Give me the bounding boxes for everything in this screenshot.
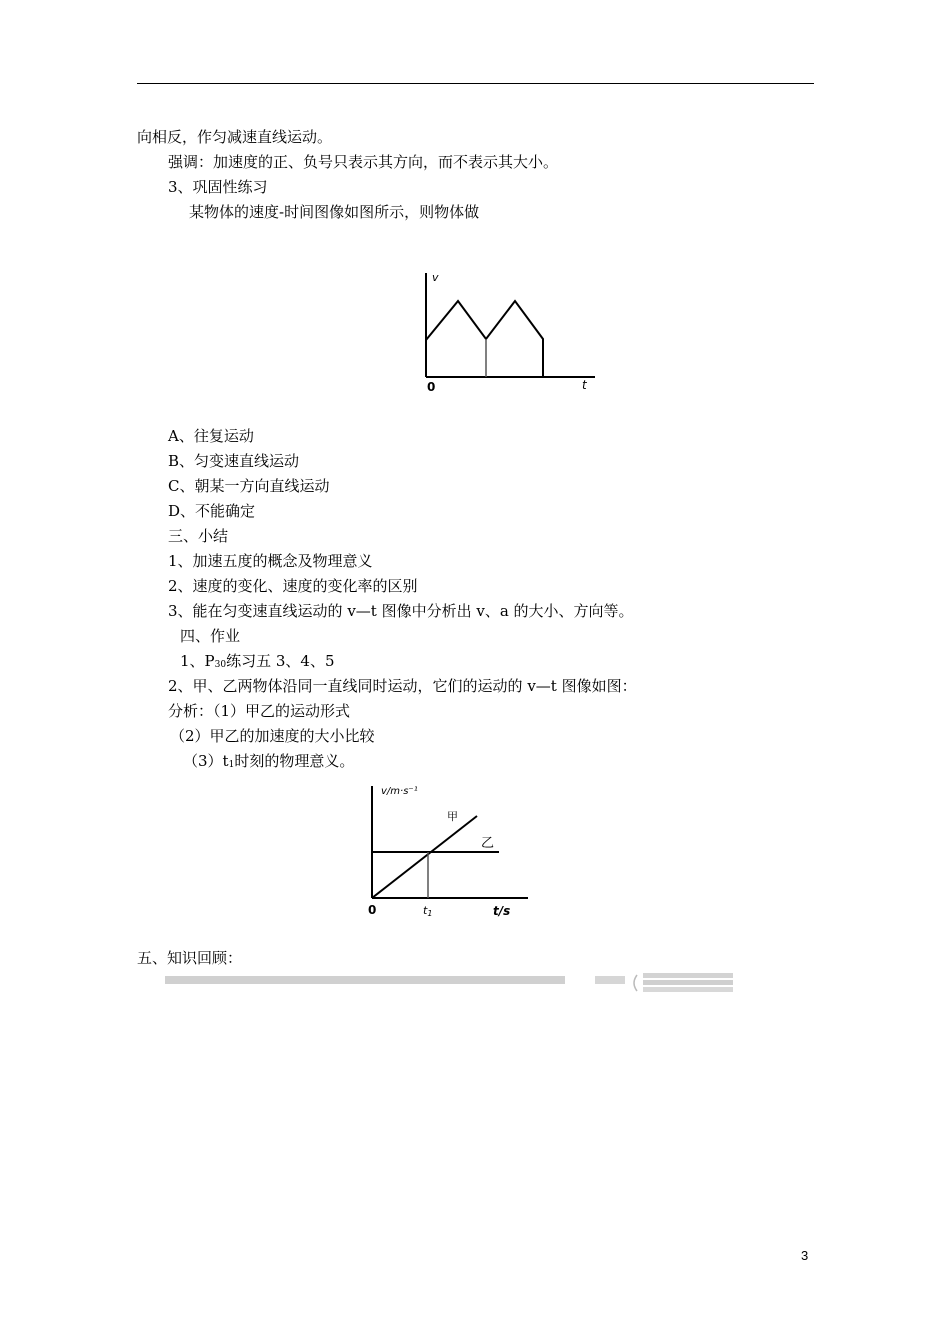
fig1-velocity-curve <box>426 301 543 377</box>
fig1-y-label: v <box>432 271 439 284</box>
exercise-question: 某物体的速度-时间图像如图所示，则物体做 <box>189 203 480 221</box>
exercise-heading: 3、巩固性练习 <box>168 178 268 196</box>
fig2-yi-label: 乙 <box>481 836 495 851</box>
fig2-jia-label: 甲 <box>447 810 458 823</box>
option-c: C、朝某一方向直线运动 <box>168 477 330 495</box>
fig1-origin-label: 0 <box>427 380 436 394</box>
analysis-line-2: （2）甲乙的加速度的大小比较 <box>170 727 375 745</box>
homework-item-2: 2、甲、乙两物体沿同一直线同时运动，它们的运动的 v—t 图像如图： <box>168 677 637 695</box>
emphasis-note: 强调：加速度的正、负号只表示其方向，而不表示其大小。 <box>168 153 559 171</box>
option-b: B、匀变速直线运动 <box>168 452 300 470</box>
header-rule <box>137 83 814 84</box>
option-a: A、往复运动 <box>168 427 254 445</box>
text-line-1: 向相反，作匀减速直线运动。 <box>137 128 333 146</box>
fig2-x-label: t/s <box>493 904 511 918</box>
analysis-line-1: 分析：（1）甲乙的运动形式 <box>168 702 351 720</box>
homework-heading: 四、作业 <box>180 627 241 645</box>
vt-graph-2 <box>365 780 535 925</box>
review-heading: 五、知识回顾： <box>137 949 243 967</box>
option-d: D、不能确定 <box>168 502 256 520</box>
vt-graph-1 <box>410 265 610 395</box>
summary-item-2: 2、速度的变化、速度的变化率的区别 <box>168 577 418 595</box>
page-number: 3 <box>801 1248 809 1263</box>
summary-heading: 三、小结 <box>168 527 229 545</box>
fig2-t1-label: t1 <box>423 904 433 918</box>
fig2-line-jia <box>372 816 477 898</box>
summary-item-3: 3、能在匀变速直线运动的 v—t 图像中分析出 v、a 的大小、方向等。 <box>168 602 634 620</box>
homework-item-1: 1、P30练习五 3、4、5 <box>180 652 335 670</box>
summary-item-1: 1、加速五度的概念及物理意义 <box>168 552 373 570</box>
fig2-origin-label: 0 <box>368 903 377 917</box>
analysis-line-3: （3）t1时刻的物理意义。 <box>183 752 355 770</box>
fig2-y-label: v/m·s⁻¹ <box>381 786 418 797</box>
faded-scan-strip <box>165 972 735 994</box>
fig1-x-label: t <box>582 378 587 392</box>
